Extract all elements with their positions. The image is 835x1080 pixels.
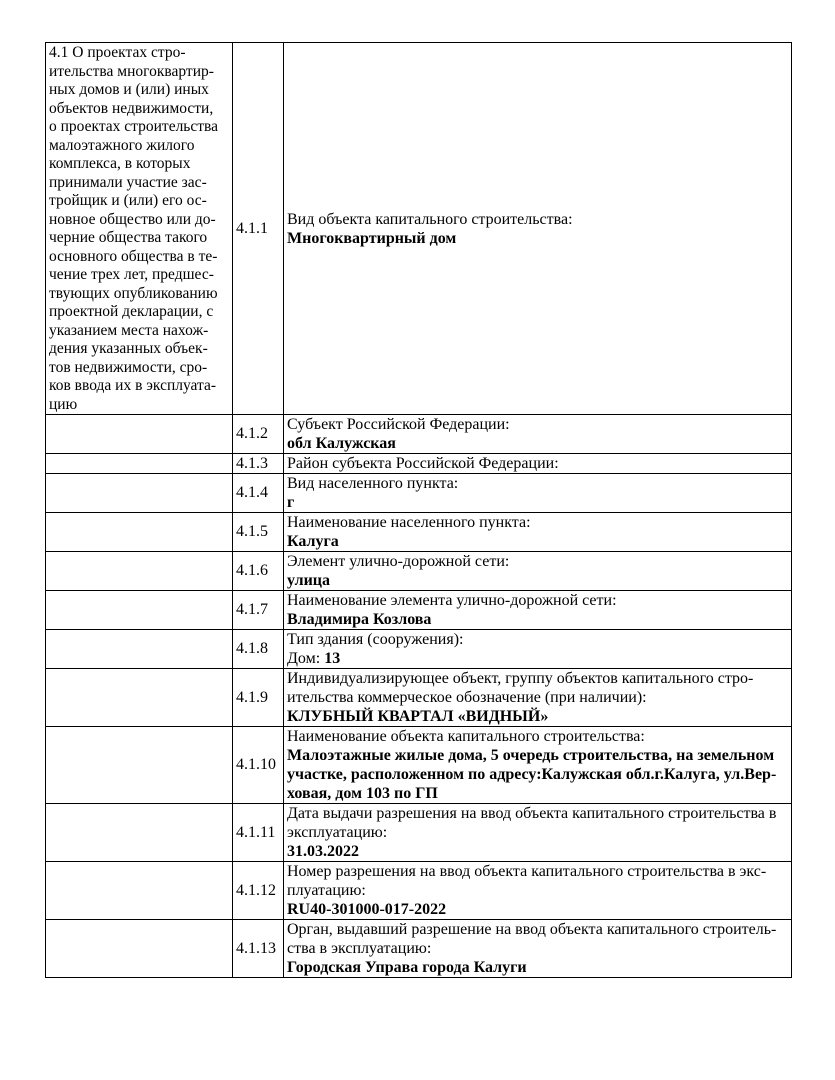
field-valueline	[287, 746, 788, 803]
section-description-empty	[46, 804, 233, 862]
section-description-empty	[46, 920, 233, 978]
field-valueline	[287, 532, 788, 551]
field-valueline	[287, 229, 788, 248]
field-cell	[284, 920, 792, 978]
field-cell	[284, 727, 792, 804]
table-row	[46, 513, 792, 552]
field-cell	[284, 804, 792, 862]
table-row	[46, 862, 792, 920]
row-code: 4.1.3	[233, 454, 284, 474]
field-valueline	[287, 434, 788, 453]
table-row	[46, 630, 792, 669]
section-description-empty	[46, 415, 233, 454]
field-cell	[284, 630, 792, 669]
section-description-empty	[46, 862, 233, 920]
row-code: 4.1.7	[233, 591, 284, 630]
field-valueline	[287, 958, 788, 977]
field-cell	[284, 454, 792, 474]
row-code: 4.1.12	[233, 862, 284, 920]
field-label: Вид населенного пункта:	[287, 475, 459, 492]
field-valueline	[287, 610, 788, 629]
field-label: Индивидуализирующее объект, группу объектов капитального стро- ительства коммерческое обозначение (при наличии):	[287, 670, 754, 706]
section-description-empty	[46, 454, 233, 474]
field-valueline	[287, 571, 788, 590]
field-value: Городская Управа города Калуги	[287, 959, 527, 976]
field-value: г	[287, 494, 295, 511]
field-cell	[284, 669, 792, 727]
field-valueline	[287, 842, 788, 861]
section-description-empty	[46, 727, 233, 804]
field-value: КЛУБНЫЙ КВАРТАЛ «ВИДНЫЙ»	[287, 708, 549, 725]
field-cell	[284, 591, 792, 630]
field-value: Многоквартирный дом	[287, 229, 457, 247]
section-description-empty	[46, 630, 233, 669]
section-description-empty	[46, 591, 233, 630]
section-description-empty	[46, 669, 233, 727]
field-cell	[284, 474, 792, 513]
field-value: улица	[287, 572, 331, 589]
section-description: 4.1 О проектах стро- ительства многоквартир- ных домов и (или) иных объектов недвижимости, о проектах строительства малоэтажного жилого комплекса, в которых принимали участие зас- тройщик и (или) его ос- новное общество или до- черние общества такого основного общества в те- чение трех лет, предшес- твующих опубликованию проектной декларации, с указанием места нахож- дения указанных объек- тов недвижимости, сро- ков ввода их в эксплуата- цию	[46, 43, 233, 415]
field-value: RU40-301000-017-2022	[287, 901, 447, 918]
field-label: Район субъекта Российской Федерации:	[287, 455, 559, 472]
field-valueline	[287, 900, 788, 919]
table-row	[46, 920, 792, 978]
field-cell	[284, 513, 792, 552]
row-code: 4.1.2	[233, 415, 284, 454]
table-row	[46, 804, 792, 862]
field-label: Номер разрешения на ввод объекта капитального строительства в экс- плуатацию:	[287, 863, 767, 899]
row-code: 4.1.11	[233, 804, 284, 862]
table-row	[46, 591, 792, 630]
field-label: Дата выдачи разрешения на ввод объекта капитального строительства в эксплуатацию:	[287, 805, 777, 841]
field-cell	[284, 415, 792, 454]
field-label: Наименование населенного пункта:	[287, 514, 531, 531]
field-cell	[284, 862, 792, 920]
row-code: 4.1.1	[233, 43, 284, 415]
field-label: Тип здания (сооружения):	[287, 631, 464, 648]
declaration-table	[45, 42, 792, 978]
field-label: Элемент улично-дорожной сети:	[287, 553, 510, 570]
row-code: 4.1.6	[233, 552, 284, 591]
table-row	[46, 43, 792, 415]
field-valueline	[287, 649, 788, 668]
field-value-prefix: Дом:	[287, 650, 325, 667]
section-description-empty	[46, 474, 233, 513]
field-label: Орган, выдавший разрешение на ввод объекта капитального строитель- ства в эксплуатацию:	[287, 921, 777, 957]
field-cell	[284, 43, 792, 415]
field-valueline	[287, 707, 788, 726]
field-valueline	[287, 493, 788, 512]
table-row	[46, 669, 792, 727]
field-value: Владимира Козлова	[287, 611, 432, 628]
table-row	[46, 474, 792, 513]
row-code: 4.1.13	[233, 920, 284, 978]
field-label: Вид объекта капитального строительства:	[287, 210, 573, 228]
field-value: Малоэтажные жилые дома, 5 очередь строительства, на земельном участке, расположенном по адресу:Калужская обл.г.Калуга, ул.Вер- ховая, дом 103 по ГП	[287, 747, 777, 802]
field-label: Субъект Российской Федерации:	[287, 416, 510, 433]
field-label: Наименование объекта капитального строительства:	[287, 728, 645, 745]
section-description-empty	[46, 552, 233, 591]
table-row	[46, 727, 792, 804]
row-code: 4.1.10	[233, 727, 284, 804]
row-code: 4.1.4	[233, 474, 284, 513]
field-value: 13	[324, 650, 341, 667]
section-description-empty	[46, 513, 233, 552]
field-cell	[284, 552, 792, 591]
table-row	[46, 552, 792, 591]
field-value: Калуга	[287, 533, 339, 550]
field-value: 31.03.2022	[287, 843, 359, 860]
field-value: обл Калужская	[287, 435, 396, 452]
table-row	[46, 454, 792, 474]
row-code: 4.1.9	[233, 669, 284, 727]
table-row	[46, 415, 792, 454]
row-code: 4.1.5	[233, 513, 284, 552]
row-code: 4.1.8	[233, 630, 284, 669]
field-label: Наименование элемента улично-дорожной сети:	[287, 592, 617, 609]
